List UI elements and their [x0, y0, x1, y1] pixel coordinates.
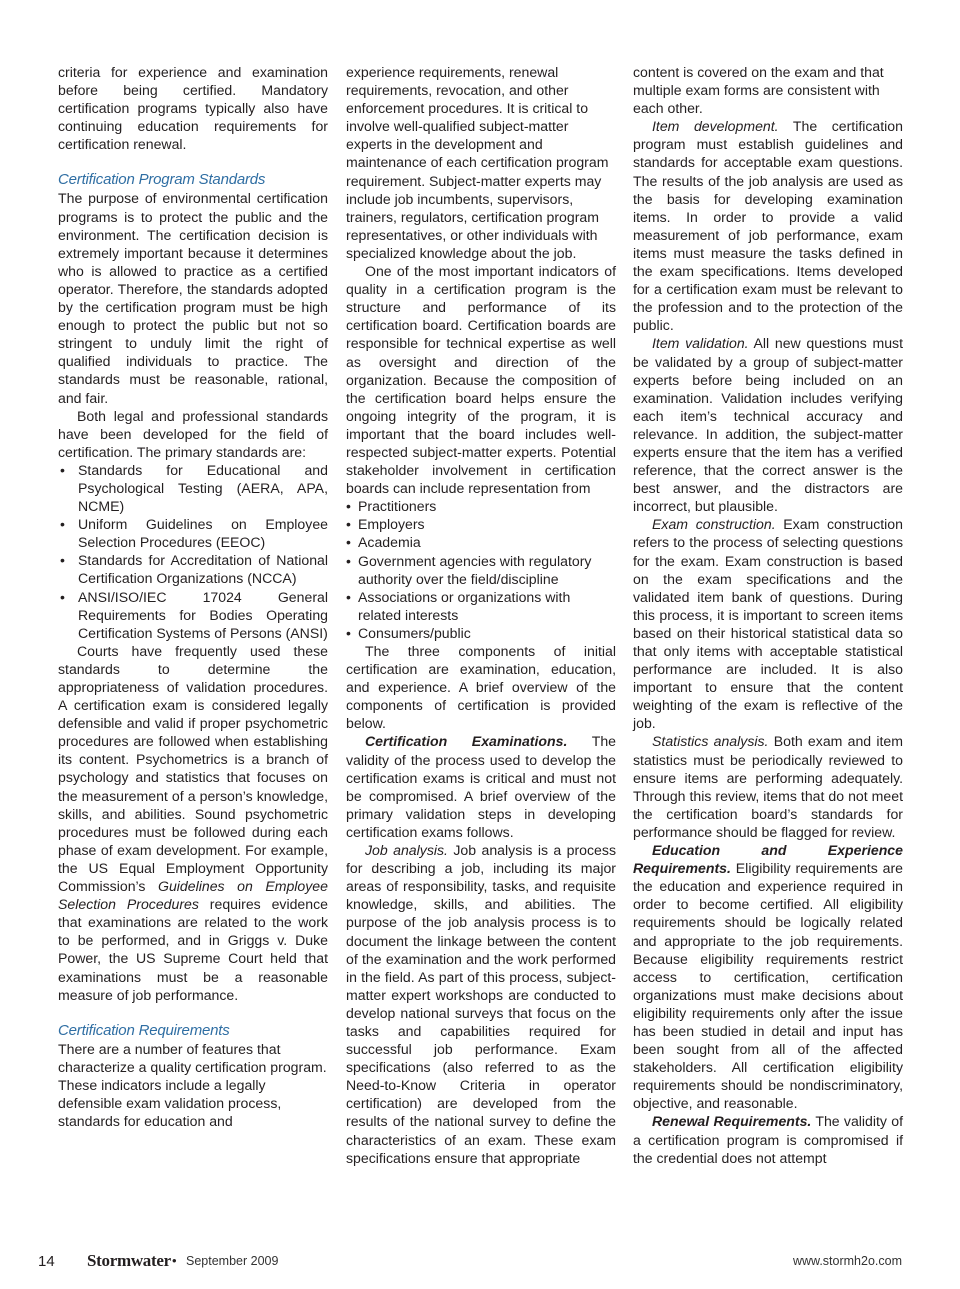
paragraph: [346, 732, 616, 841]
paragraph: [633, 841, 903, 1112]
run-in-heading: Renewal Requirements.: [652, 1113, 812, 1130]
text-run: Job analysis is a process for describing a job, including its major areas of responsibility, tasks, and requisite knowledge, skills, and abilities. The purpose of the job analysis process is to document the linkage between the content of the examination and the work performed in the field. As part of this process, subject-matter expert workshops are conducted to develop national surveys that focus on the tasks and capabilities required for successful job performance. Exam specifications (also referred to as the Need-to-Know Criteria in operator certification) are developed from the results of the national survey to define the characteristics of an exam. These exam specifications ensure that appropriate: [346, 842, 616, 1166]
website-url[interactable]: www.stormh2o.com: [792, 1254, 902, 1268]
paragraph: There are a number of features that characterize a quality certification program. These indicators include a legally defensible exam validation process, standards for education and: [58, 1040, 327, 1130]
run-in-heading: Job analysis.: [365, 842, 448, 859]
stakeholder-list: [346, 497, 616, 642]
standards-list: [58, 461, 328, 642]
issue-date: September 2009: [186, 1254, 279, 1268]
text-run: Courts have frequently used these standards to determine the appropriateness of validation procedures. A certification exam is considered legally defensible and valid if proper psychometric procedures are followed when establishing its content. Psychometrics is a branch of psychology and statistics that focuses on the measurement of a person’s knowledge, skills, and abilities. Sound psychometric procedures must be followed during each phase of exam development. For example, the US Equal Employment Opportunity Commission’s: [58, 642, 328, 895]
list-item: • Practitioners: [346, 497, 616, 515]
paragraph: experience requirements, renewal requirements, revocation, and other enforcement procedures. It is critical to involve well-qualified subject-matter experts in the development and maintenance of each certification program requirement. Subject-matter experts may include job incumbents, supervisors, trainers, regulators, certification program representatives, or other individuals with specialized knowledge about the job.: [346, 64, 609, 261]
text-run: The certification program must establish guidelines and standards for acceptable exam questions. The results of the job analysis are used as the basis for developing examination items. In order to provide a valid measurement of job performance, exam items must measure the tasks defined in the exam specifications. Items developed for a certification exam must be relevant to the profession and to the protection of the public.: [633, 118, 903, 334]
column-3: [633, 63, 903, 1167]
paragraph: content is covered on the exam and that multiple exam forms are consistent with each other.: [633, 64, 884, 117]
paragraph: Both legal and professional standards have been developed for the field of certification. The primary standards are:: [58, 407, 328, 460]
page-number: 14: [38, 1253, 55, 1270]
list-item: • Government agencies with regulatory authority over the field/discipline: [346, 552, 616, 588]
magazine-logo: Stormwater: [87, 1251, 171, 1270]
text-run: Eligibility requirements are the education and experience required in order to become certified. All eligibility requirements should be logically related and appropriate to the job requirements. Because eligibility requirements restrict access to certification, certification organizations must make decisions about eligibility requirements only after the issue has been studied in detail and input has been sought from all of the affected stakeholders. All certification eligibility requirements should be nondiscriminatory, objective, and reasonable.: [633, 860, 903, 1112]
list-item: • Academia: [346, 533, 616, 551]
list-item: • Employers: [346, 515, 616, 533]
paragraph: [346, 841, 616, 1167]
column-2: [346, 63, 616, 1167]
paragraph: The purpose of environmental certification programs is to protect the public and the environment. The certification decision is extremely important because it determines who is allowed to practice as a certified operator. Therefore, the standards adopted by the certification program must be high enough to protect the public but not so stringent to unduly limit the right of qualified individuals to practice. The standards must be reasonable, rational, and fair.: [58, 190, 328, 406]
run-in-heading: Education and Experience Requirements.: [633, 842, 903, 877]
paragraph: One of the most important indicators of quality in a certification program is the structure and performance of its certification board. Certification boards are responsible for technical expertise as well as oversight and direction of the organization. Because the composition of the certification board helps ensure the ongoing integrity of the program, it is important that the board includes well-respected subject-matter experts. Potential stakeholder involvement in certification boards can include representation from: [346, 263, 616, 497]
section-heading-certification-requirements: Certification Requirements: [58, 1021, 230, 1039]
run-in-heading: Certification Examinations.: [365, 733, 568, 750]
list-item: • ANSI/ISO/IEC 17024 General Requirements for Bodies Operating Certification Systems of Persons (ANSI): [58, 588, 328, 642]
emphasis-title: Guidelines on Employee Selection Procedures: [58, 878, 328, 913]
run-in-heading: Statistics analysis.: [652, 733, 769, 750]
paragraph: [58, 642, 328, 1004]
paragraph: criteria for experience and examination before being certified. Mandatory certification programs typically also have continuing education requirements for certification renewal.: [58, 64, 328, 153]
paragraph: [633, 515, 903, 732]
text-run: All new questions must be validated by a group of subject-matter experts before being included on an examination. Validation includes verifying each item’s technical accuracy and relevance. In addition, the subject-matter experts ensure that the item has a verified reference, that the correct answer is the best answer, and the distractors are incorrect, but plausible.: [633, 335, 903, 515]
text-run: The validity of a certification program is compromised if the credential does not attempt: [633, 1113, 903, 1166]
run-in-heading: Exam construction.: [652, 516, 776, 533]
column-1: [58, 63, 328, 1130]
run-in-heading: Item development.: [652, 118, 779, 135]
paragraph: [633, 732, 903, 841]
text-run: Exam construction refers to the process of selecting questions for the exam. Exam construction is based on the exam specifications and the validated item bank of questions. During this process, it is important to screen items based on their historical statistical data so that only items with acceptable statistical performance are included. It is also important to ensure that the content weighting of the exam is reflective of the job.: [633, 516, 903, 732]
list-item: • Standards for Accreditation of National Certification Organizations (NCCA): [58, 551, 328, 587]
text-run: The validity of the process used to develop the certification exams is critical and must not be compromised. A brief overview of the primary validation steps in developing certification exams follows.: [346, 733, 616, 840]
paragraph: [633, 1112, 903, 1166]
separator-bullet: •: [172, 1253, 177, 1268]
paragraph: The three components of initial certification are examination, education, and experience. A brief overview of the components of certification is provided below.: [346, 643, 616, 732]
text-run: requires evidence that examinations are related to the work to be performed, and in Griggs v. Duke Power, the US Supreme Court held that examinations must be a reasonable measure of job performance.: [58, 896, 328, 1003]
text-run: Both exam and item statistics must be periodically reviewed to ensure items are performing adequately. Through this review, items that do not meet the certification board’s standards for performance should be flagged for review.: [633, 733, 904, 840]
list-item: • Uniform Guidelines on Employee Selection Procedures (EEOC): [58, 515, 328, 551]
paragraph: [633, 117, 903, 334]
run-in-heading: Item validation.: [652, 335, 749, 352]
paragraph: [633, 334, 903, 515]
section-heading-program-standards: Certification Program Standards: [58, 171, 266, 189]
list-item: • Standards for Educational and Psychological Testing (AERA, APA, NCME): [58, 461, 328, 515]
list-item: • Consumers/public: [346, 624, 616, 642]
page-footer: [38, 1253, 904, 1273]
list-item: • Associations or organizations with related interests: [346, 588, 616, 624]
